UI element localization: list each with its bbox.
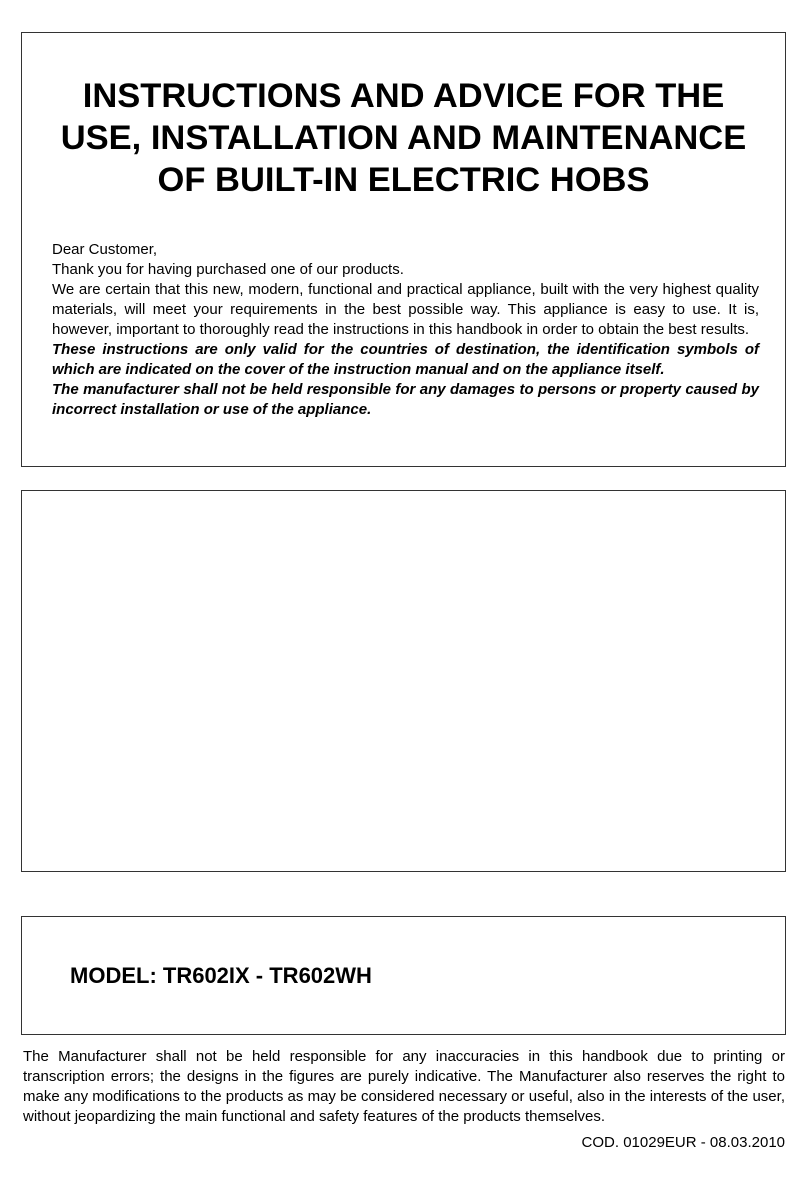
image-placeholder-box [21, 490, 786, 872]
liability-note: The manufacturer shall not be held responsible for any damages to persons or property caused by incorrect installation or use of the appliance. [52, 381, 759, 418]
document-code: COD. 01029EUR - 08.03.2010 [581, 1134, 785, 1151]
thanks-line: Thank you for having purchased one of our products. [52, 261, 404, 278]
intro-box [21, 32, 786, 467]
title-line-1: INSTRUCTIONS AND ADVICE FOR THE [82, 77, 725, 115]
greeting: Dear Customer, [52, 241, 158, 258]
title-line-2: USE, INSTALLATION AND MAINTENANCE [60, 119, 747, 157]
intro-text [52, 240, 759, 420]
intro-body: We are certain that this new, modern, functional and practical appliance, built with the very highest quality materials, will meet your requirements in the best possible way. This appliance is easy to use. It is, however, important to thoroughly read the instructions in this handbook in order to obtain the best results. [52, 281, 759, 338]
page-title [22, 75, 785, 201]
model-label: MODEL: TR602IX - TR602WH [70, 963, 372, 988]
model-box [21, 916, 786, 1035]
title-line-3: OF BUILT-IN ELECTRIC HOBS [157, 161, 650, 199]
disclaimer-text: The Manufacturer shall not be held responsible for any inaccuracies in this handbook due to printing or transcription errors; the designs in the figures are purely indicative. The Manufacturer also reserves the right to make any modifications to the products as may be considered necessary or useful, also in the interests of the user, without jeopardizing the main functional and safety features of the products themselves. [23, 1048, 785, 1125]
validity-note: These instructions are only valid for the countries of destination, the identification symbols of which are indicated on the cover of the instruction manual and on the appliance itself. [52, 341, 759, 378]
